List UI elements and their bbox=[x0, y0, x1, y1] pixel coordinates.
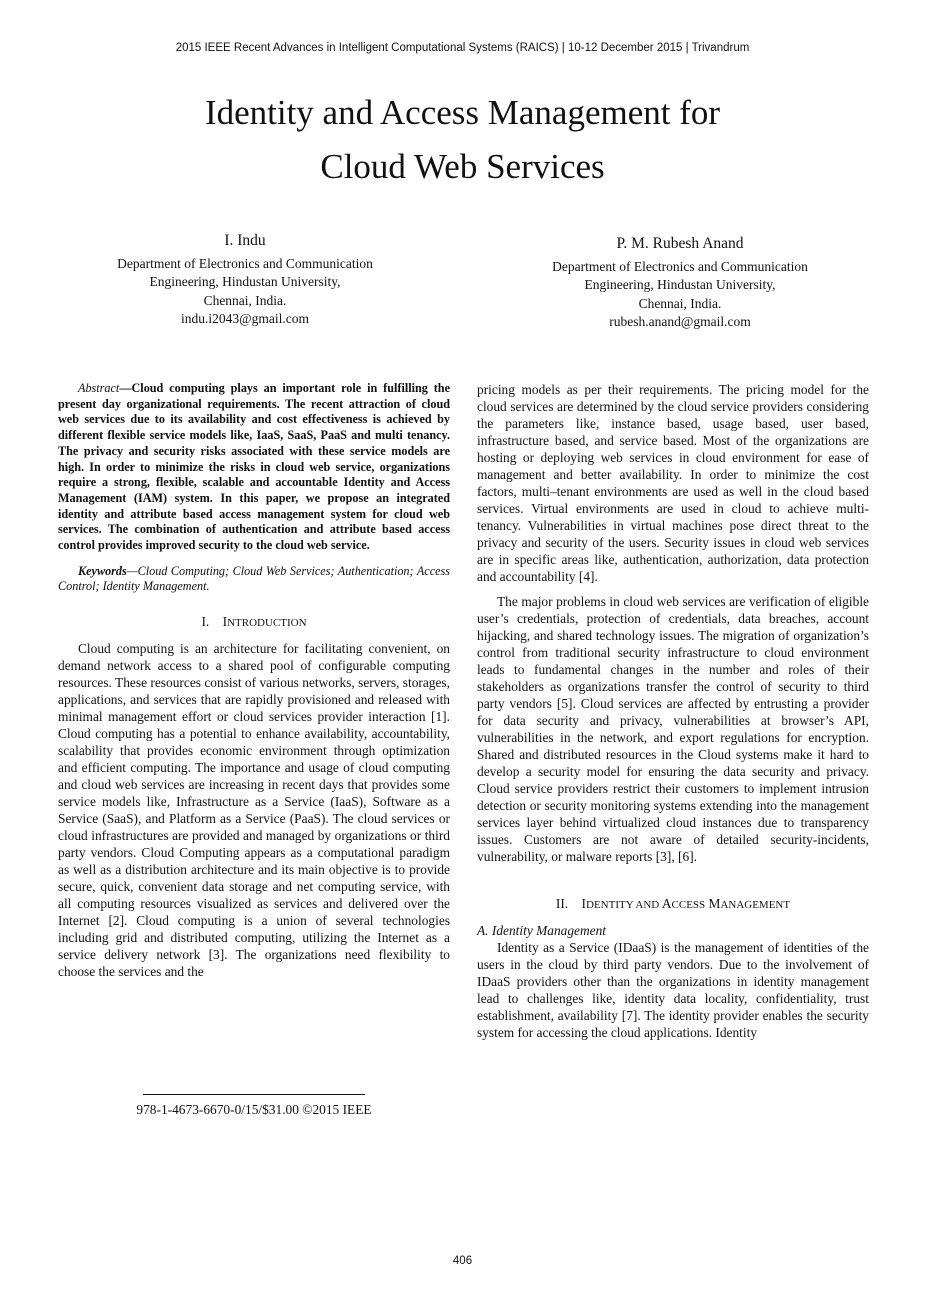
page-number: 406 bbox=[452, 1255, 473, 1267]
author-city: Chennai, India. bbox=[638, 295, 722, 311]
section-initial: I bbox=[222, 614, 228, 630]
left-column bbox=[58, 381, 450, 980]
section-heading-introduction bbox=[58, 613, 450, 632]
author-block-2 bbox=[505, 235, 855, 332]
section-heading-iam bbox=[477, 895, 869, 914]
title-line-2: Cloud Web Services bbox=[320, 147, 605, 186]
keywords-text: —Cloud Computing; Cloud Web Services; Authentication; Access Control; Identity Management. bbox=[58, 563, 450, 594]
iam-paragraph-1: Identity as a Service (IDaaS) is the management of identities of the users in the cloud by third party vendors. Due to the involvement of IDaaS providers other than the organizations in identity management lead to challenges like, identity data locality, confidentiality, trust establishment, availability [7]. The identity provider enables the security system for accessing the cloud applications. Identity bbox=[477, 940, 869, 1040]
author-city: Chennai, India. bbox=[203, 292, 287, 308]
intro-paragraph-1: Cloud computing is an architecture for facilitating convenient, on demand network access to a shared pool of configurable computing resources. These resources consist of various networks, servers, storages, applications, and services that are rapidly provisioned and released with minimal management effort or cloud services provider interaction [1]. Cloud computing has a potential to enhance availability, accountability, scalability that provides economic environment through optimization and efficient computing. The importance and usage of cloud computing and cloud web services are increasing in recent days that provides some service models like, Infrastructure as a Service (IaaS), Software as a Service (SaaS), and Platform as a Service (PaaS). The cloud services or cloud infrastructures are provided and managed by organizations or third party vendors. Cloud Computing appears as a computational paradigm as well as a distribution architecture and its main objective is to provide secure, quick, convenient data storage and net computing service, with all computing resources visualized as services and delivered over the Internet [2]. Cloud computing is a union of several technologies including grid and distributed computing, utilizing the Internet as a service delivery network [3]. The organizations need flexibility to choose the services and the bbox=[58, 641, 450, 980]
intro-paragraph-2: The major problems in cloud web services are verification of eligible user’s credentials, protection of credentials, data breaches, account hijacking, and shared technology issues. The migration of organization’s control from traditional security infrastructure to cloud environment leads to fundamental changes in the number and roles of their stakeholders as organizations transfer the control of security to third party vendors [5]. Cloud services are affected by entrusting a provider for data security and privacy, vulnerabilities at browser’s API, vulnerabilities in the network, and export regulations for encryption. Shared and distributed resources in the Cloud systems make it hard to develop a security model for ensuring the data security and privacy. Cloud service providers restrict their customers to implement intrusion detection or security monitoring systems extending into the management services layer behind virtualized cloud instances due to transparency issues. Customers are not aware of detailed security-incidents, vulnerability, or malware reports [3], [6]. bbox=[477, 594, 869, 864]
author-block-1 bbox=[70, 232, 420, 329]
author-department: Department of Electronics and Communication bbox=[117, 255, 373, 271]
abstract-text: —Cloud computing plays an important role in fulfilling the present day organizational requirements. The recent attraction of cloud web services due to its availability and cost effectiveness is achieved by different flexible service models like, IaaS, SaaS, PaaS and multi tenancy. The privacy and security risks associated with these service models are high. In order to minimize the risks in cloud web service, organizations require a strong, flexible, scalable and accountable Identity and Access Management (IAM) system. In this paper, we propose an integrated identity and attribute based access management system for cloud web services. The combination of authentication and attribute based access control provides improved security to the cloud web service. bbox=[58, 381, 450, 553]
author-name: P. M. Rubesh Anand bbox=[616, 235, 744, 252]
section-title-rest: NTRODUCTION bbox=[227, 617, 307, 630]
section-initial: A bbox=[661, 896, 672, 911]
keywords bbox=[58, 564, 450, 595]
paper-title bbox=[0, 86, 925, 194]
section-number: II. bbox=[555, 896, 569, 911]
footnote-rule bbox=[143, 1094, 365, 1095]
subsection-heading-identity-management: A. Identity Management bbox=[477, 923, 607, 938]
section-initial: I bbox=[581, 896, 587, 911]
abstract-label: Abstract bbox=[78, 381, 120, 395]
abstract bbox=[58, 381, 450, 554]
author-department: Department of Electronics and Communication bbox=[552, 258, 808, 274]
keywords-label: Keywords bbox=[78, 563, 127, 578]
author-email: indu.i2043@gmail.com bbox=[181, 311, 309, 326]
author-institution: Engineering, Hindustan University, bbox=[584, 277, 776, 292]
section-number: I. bbox=[201, 614, 210, 630]
intro-paragraph-1-continued: pricing models as per their requirements. The pricing model for the cloud services are determined by the cloud service providers considering the parameters like, instance based, usage based, user based, infrastructure based, and service based. Most of the organizations are hosting or deploying web services in cloud environment for ease of management and better availability. In order to minimize the cost factors, multi–tenant environments are used as well in the cloud based services. Virtual environments are used in cloud to achieve multi-tenancy. Vulnerabilities in virtual machines pose direct threat to the privacy and security of the users. Security issues in cloud web services are in specific areas like, authentication, authorization, data protection and accountability [4]. bbox=[477, 382, 869, 584]
right-column bbox=[477, 381, 869, 1041]
section-initial: M bbox=[708, 896, 721, 911]
copyright-footnote: 978-1-4673-6670-0/15/$31.00 ©2015 IEEE bbox=[136, 1102, 372, 1117]
author-name: I. Indu bbox=[224, 232, 266, 249]
author-email: rubesh.anand@gmail.com bbox=[609, 314, 751, 329]
section-title-part: CCESS bbox=[671, 899, 706, 911]
section-title-part: ANAGEMENT bbox=[720, 899, 791, 911]
title-line-1: Identity and Access Management for bbox=[204, 93, 721, 132]
section-title-part: DENTITY AND bbox=[586, 899, 660, 911]
author-institution: Engineering, Hindustan University, bbox=[149, 274, 341, 289]
conference-header: 2015 IEEE Recent Advances in Intelligent Computational Systems (RAICS) | 10-12 December 2015 | Trivandrum bbox=[175, 42, 750, 54]
